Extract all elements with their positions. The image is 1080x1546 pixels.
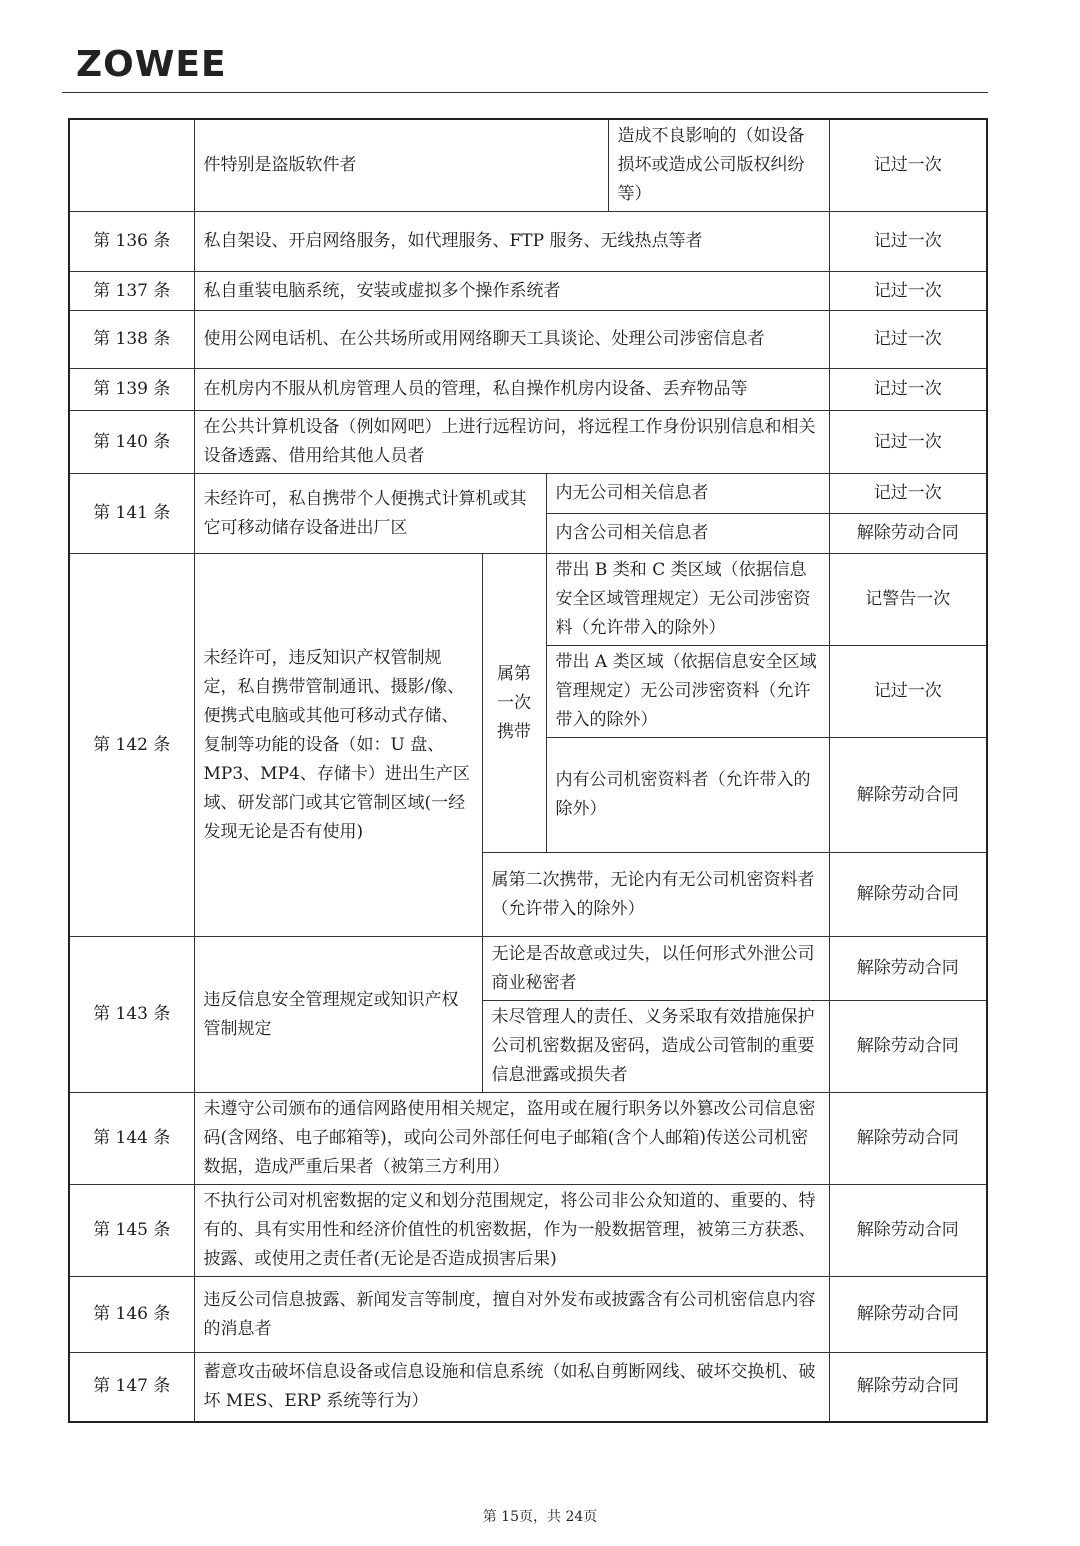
article-number: 第 137 条 bbox=[69, 272, 194, 311]
article-number: 第 136 条 bbox=[69, 212, 194, 272]
article-number: 第 139 条 bbox=[69, 369, 194, 411]
penalty-cell: 记过一次 bbox=[829, 212, 987, 272]
article-content: 蓄意攻击破坏信息设备或信息设施和信息系统（如私自剪断网线、破坏交换机、破坏 MES、ERP 系统等行为） bbox=[194, 1353, 829, 1422]
table-row bbox=[69, 1277, 987, 1353]
article-content: 使用公网电话机、在公共场所或用网络聊天工具谈论、处理公司涉密信息者 bbox=[194, 311, 829, 369]
article-number: 第 142 条 bbox=[69, 554, 194, 937]
table-row bbox=[69, 212, 987, 272]
table-row bbox=[69, 119, 987, 212]
penalty-cell: 记过一次 bbox=[829, 411, 987, 474]
article-content: 违反信息安全管理规定或知识产权管制规定 bbox=[194, 937, 482, 1093]
article-content: 未遵守公司颁布的通信网路使用相关规定，盗用或在履行职务以外篡改公司信息密码(含网络、电子邮箱等)，或向公司外部任何电子邮箱(含个人邮箱)传送公司机密数据，造成严重后果者（被第三方利用） bbox=[194, 1093, 829, 1185]
article-content: 私自架设、开启网络服务，如代理服务、FTP 服务、无线热点等者 bbox=[194, 212, 829, 272]
condition-cell: 属第二次携带，无论内有无公司机密资料者（允许带入的除外） bbox=[482, 853, 829, 937]
condition-cell: 内含公司相关信息者 bbox=[546, 514, 829, 554]
penalty-cell: 解除劳动合同 bbox=[829, 1277, 987, 1353]
article-content: 未经许可，私自携带个人便携式计算机或其它可移动储存设备进出厂区 bbox=[194, 474, 546, 554]
table-row bbox=[69, 411, 987, 474]
article-number: 第 147 条 bbox=[69, 1353, 194, 1422]
penalty-cell: 记过一次 bbox=[829, 272, 987, 311]
condition-cell: 内有公司机密资料者（允许带入的除外） bbox=[546, 738, 829, 853]
penalty-cell: 解除劳动合同 bbox=[829, 853, 987, 937]
penalty-cell: 记过一次 bbox=[829, 369, 987, 411]
table-row bbox=[69, 937, 987, 1001]
condition-cell: 带出 A 类区域（依据信息安全区域管理规定）无公司涉密资料（允许带入的除外） bbox=[546, 646, 829, 738]
penalty-cell: 解除劳动合同 bbox=[829, 1001, 987, 1093]
page-number: 第 15页，共 24页 bbox=[482, 1509, 598, 1525]
first-carry-label: 属第一次携带 bbox=[482, 554, 546, 853]
table-row bbox=[69, 1185, 987, 1277]
table-row bbox=[69, 311, 987, 369]
table-row bbox=[69, 554, 987, 646]
article-content: 未经许可，违反知识产权管制规定，私自携带管制通讯、摄影/像、便携式电脑或其他可移动式存储、复制等功能的设备（如：U 盘、MP3、MP4、存储卡）进出生产区域、研发部门或其它管制区域(一经发现无论是否有使用) bbox=[194, 554, 482, 937]
penalty-cell: 解除劳动合同 bbox=[829, 738, 987, 853]
penalty-cell: 解除劳动合同 bbox=[829, 1093, 987, 1185]
regulations-table bbox=[68, 118, 988, 1423]
article-content: 在公共计算机设备（例如网吧）上进行远程访问，将远程工作身份识别信息和相关设备透露、借用给其他人员者 bbox=[194, 411, 829, 474]
condition-cell: 未尽管理人的责任、义务采取有效措施保护公司机密数据及密码，造成公司管制的重要信息泄露或损失者 bbox=[482, 1001, 829, 1093]
table-row bbox=[69, 1093, 987, 1185]
article-number: 第 143 条 bbox=[69, 937, 194, 1093]
condition-cell: 无论是否故意或过失，以任何形式外泄公司商业秘密者 bbox=[482, 937, 829, 1001]
article-content: 件特别是盗版软件者 bbox=[194, 119, 608, 212]
table-row bbox=[69, 474, 987, 514]
article-number: 第 145 条 bbox=[69, 1185, 194, 1277]
article-content: 不执行公司对机密数据的定义和划分范围规定，将公司非公众知道的、重要的、特有的、具有实用性和经济价值性的机密数据，作为一般数据管理，被第三方获悉、披露、或使用之责任者(无论是否造成损害后果) bbox=[194, 1185, 829, 1277]
penalty-cell: 解除劳动合同 bbox=[829, 514, 987, 554]
article-number: 第 138 条 bbox=[69, 311, 194, 369]
condition-cell: 内无公司相关信息者 bbox=[546, 474, 829, 514]
penalty-cell: 记过一次 bbox=[829, 311, 987, 369]
header-divider bbox=[62, 92, 988, 93]
penalty-cell: 记过一次 bbox=[829, 646, 987, 738]
condition-cell: 带出 B 类和 C 类区域（依据信息安全区域管理规定）无公司涉密资料（允许带入的除外） bbox=[546, 554, 829, 646]
article-number: 第 144 条 bbox=[69, 1093, 194, 1185]
article-content: 在机房内不服从机房管理人员的管理，私自操作机房内设备、丢弃物品等 bbox=[194, 369, 829, 411]
table-row bbox=[69, 1353, 987, 1422]
article-content: 私自重装电脑系统，安装或虚拟多个操作系统者 bbox=[194, 272, 829, 311]
article-number: 第 141 条 bbox=[69, 474, 194, 554]
table-row bbox=[69, 369, 987, 411]
company-logo: ZOWEE bbox=[76, 44, 227, 85]
penalty-cell: 记过一次 bbox=[829, 119, 987, 212]
condition-cell: 造成不良影响的（如设备损坏或造成公司版权纠纷等） bbox=[608, 119, 829, 212]
article-number-cell bbox=[69, 119, 194, 212]
article-content: 违反公司信息披露、新闻发言等制度，擅自对外发布或披露含有公司机密信息内容的消息者 bbox=[194, 1277, 829, 1353]
penalty-cell: 记警告一次 bbox=[829, 554, 987, 646]
penalty-cell: 解除劳动合同 bbox=[829, 1185, 987, 1277]
penalty-cell: 解除劳动合同 bbox=[829, 937, 987, 1001]
penalty-cell: 解除劳动合同 bbox=[829, 1353, 987, 1422]
penalty-cell: 记过一次 bbox=[829, 474, 987, 514]
table-row bbox=[69, 272, 987, 311]
article-number: 第 140 条 bbox=[69, 411, 194, 474]
article-number: 第 146 条 bbox=[69, 1277, 194, 1353]
